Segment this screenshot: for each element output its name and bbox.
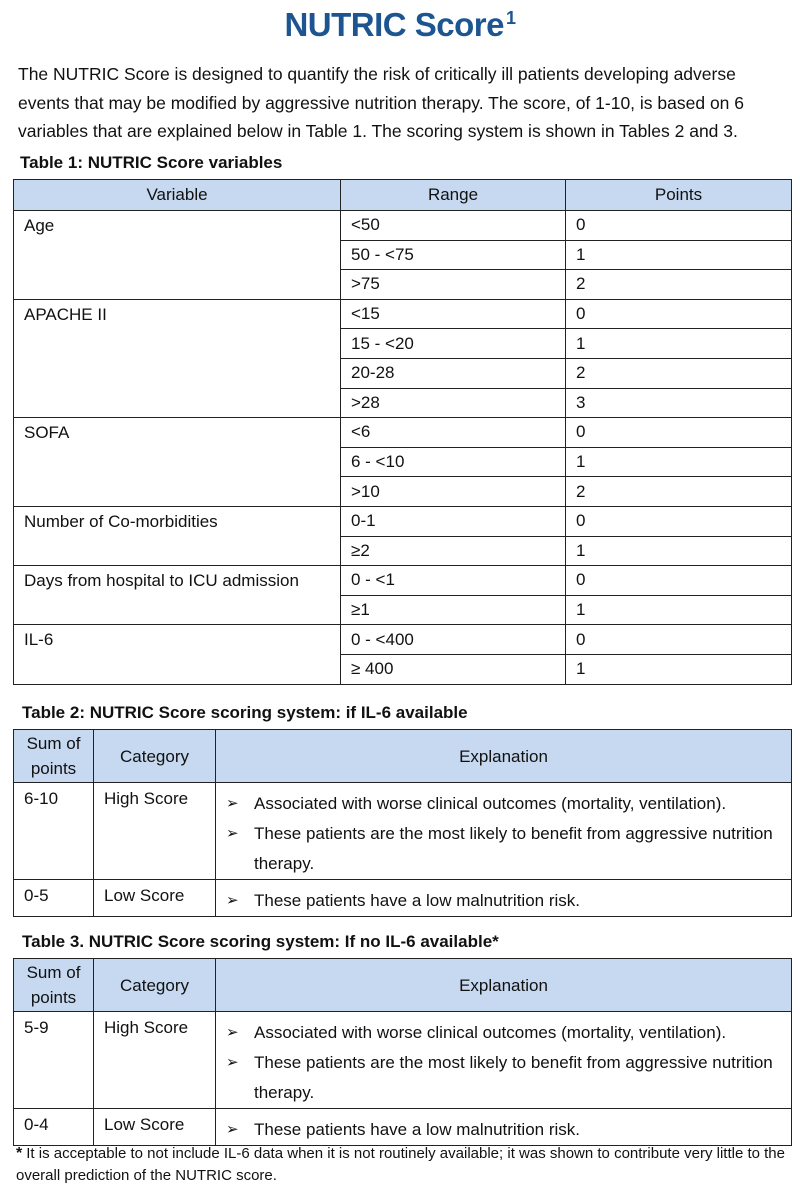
- table2-header-category: Category: [94, 730, 216, 783]
- table1-row: [14, 625, 792, 655]
- table3-header-sum: Sum of points: [14, 959, 94, 1012]
- table3-category-cell: High Score: [94, 1012, 216, 1109]
- footnote: [16, 1143, 786, 1187]
- table3-scoring-without-il6: [13, 958, 792, 1146]
- table2-explanation-cell: [216, 880, 792, 917]
- table1-points-cell: 1: [566, 329, 792, 359]
- table1-points-cell: 1: [566, 240, 792, 270]
- table3-bullet-item: [226, 1115, 781, 1145]
- arrow-bullet-icon: ➢: [226, 1121, 239, 1138]
- arrow-bullet-icon: ➢: [226, 795, 239, 812]
- arrow-bullet-icon: ➢: [226, 825, 239, 842]
- table1-points-cell: 0: [566, 506, 792, 536]
- table1-nutric-variables: [13, 179, 792, 685]
- table1-range-cell: 50 - <75: [341, 240, 566, 270]
- table1-range-cell: >10: [341, 477, 566, 507]
- table2-bullet-item: [226, 819, 781, 879]
- table1-range-cell: ≥1: [341, 595, 566, 625]
- table3-header-category: Category: [94, 959, 216, 1012]
- table2-header-row: [14, 730, 792, 783]
- table1-points-cell: 1: [566, 536, 792, 566]
- table1-points-cell: 3: [566, 388, 792, 418]
- table2-bullet-item: [226, 789, 781, 819]
- table3-sum-cell: 5-9: [14, 1012, 94, 1109]
- arrow-bullet-icon: ➢: [226, 1054, 239, 1071]
- table3-bullet-text: Associated with worse clinical outcomes (mortality, ventilation).: [254, 1023, 727, 1042]
- table2-row: [14, 880, 792, 917]
- table1-range-cell: 15 - <20: [341, 329, 566, 359]
- table1-range-cell: <6: [341, 418, 566, 448]
- table1-points-cell: 0: [566, 418, 792, 448]
- table1-row: [14, 299, 792, 329]
- table1-variable-cell: IL-6: [14, 625, 341, 684]
- table1-row: [14, 418, 792, 448]
- table2-header-explanation: Explanation: [216, 730, 792, 783]
- table1-points-cell: 2: [566, 477, 792, 507]
- table1-range-cell: >75: [341, 270, 566, 300]
- table1-caption: Table 1: NUTRIC Score variables: [20, 153, 283, 172]
- table1-range-cell: >28: [341, 388, 566, 418]
- intro-paragraph: The NUTRIC Score is designed to quantify the risk of critically ill patients developing adverse events that may be modified by aggressive nutrition therapy. The score, of 1-10, is based on 6 variables that are explained below in Table 1. The scoring system is shown in Tables 2 and 3.: [18, 64, 745, 141]
- table1-row: [14, 566, 792, 596]
- table3-explanation-cell: [216, 1109, 792, 1146]
- table1-row: [14, 506, 792, 536]
- table3-row: [14, 1012, 792, 1109]
- table1-variable-cell: SOFA: [14, 418, 341, 507]
- table2-sum-cell: 0-5: [14, 880, 94, 917]
- table1-variable-cell: Days from hospital to ICU admission: [14, 566, 341, 625]
- table1-header-range: Range: [341, 180, 566, 211]
- table1-range-cell: ≥ 400: [341, 654, 566, 684]
- table1-variable-cell: Age: [14, 211, 341, 300]
- table3-category-cell: Low Score: [94, 1109, 216, 1146]
- table1-points-cell: 0: [566, 211, 792, 241]
- arrow-bullet-icon: ➢: [226, 1024, 239, 1041]
- table1-range-cell: <15: [341, 299, 566, 329]
- table1-variable-cell: Number of Co-morbidities: [14, 506, 341, 565]
- table2-bullet-text: These patients have a low malnutrition risk.: [254, 891, 580, 910]
- table1-points-cell: 0: [566, 566, 792, 596]
- table2-caption: Table 2: NUTRIC Score scoring system: if IL-6 available: [22, 703, 468, 722]
- table2-category-cell: High Score: [94, 783, 216, 880]
- table1-points-cell: 2: [566, 358, 792, 388]
- table3-header-explanation: Explanation: [216, 959, 792, 1012]
- table2-bullet-item: [226, 886, 781, 916]
- table1-points-cell: 0: [566, 625, 792, 655]
- table3-bullet-item: [226, 1048, 781, 1108]
- table1-variable-cell: APACHE II: [14, 299, 341, 417]
- table1-range-cell: 0 - <400: [341, 625, 566, 655]
- table2-header-sum: Sum of points: [14, 730, 94, 783]
- table2-row: [14, 783, 792, 880]
- table1-points-cell: 1: [566, 447, 792, 477]
- table1-header-points: Points: [566, 180, 792, 211]
- table1-range-cell: 0-1: [341, 506, 566, 536]
- table1-points-cell: 1: [566, 595, 792, 625]
- footnote-star: *: [16, 1145, 23, 1162]
- table2-bullet-text: These patients are the most likely to benefit from aggressive nutrition therapy.: [254, 824, 773, 873]
- table1-range-cell: 20-28: [341, 358, 566, 388]
- table1-header-variable: Variable: [14, 180, 341, 211]
- table2-category-cell: Low Score: [94, 880, 216, 917]
- title-superscript: 1: [506, 8, 516, 28]
- table3-bullet-text: These patients are the most likely to benefit from aggressive nutrition therapy.: [254, 1053, 773, 1102]
- table3-row: [14, 1109, 792, 1146]
- footnote-text: It is acceptable to not include IL-6 data when it is not routinely available; it was shown to contribute very little to the overall prediction of the NUTRIC score.: [16, 1145, 785, 1184]
- page-title: NUTRIC Score $^1$: [284, 6, 516, 43]
- table3-bullet-item: [226, 1018, 781, 1048]
- table1-row: [14, 211, 792, 241]
- table1-points-cell: 0: [566, 299, 792, 329]
- table1-range-cell: ≥2: [341, 536, 566, 566]
- table1-points-cell: 1: [566, 654, 792, 684]
- arrow-bullet-icon: ➢: [226, 892, 239, 909]
- table1-range-cell: <50: [341, 211, 566, 241]
- table3-explanation-cell: [216, 1012, 792, 1109]
- table2-bullet-text: Associated with worse clinical outcomes (mortality, ventilation).: [254, 794, 727, 813]
- table1-points-cell: 2: [566, 270, 792, 300]
- table2-sum-cell: 6-10: [14, 783, 94, 880]
- table3-header-row: [14, 959, 792, 1012]
- table3-caption: Table 3. NUTRIC Score scoring system: If no IL-6 available*: [22, 932, 499, 951]
- table2-explanation-cell: [216, 783, 792, 880]
- table1-range-cell: 0 - <1: [341, 566, 566, 596]
- table1-header-row: [14, 180, 792, 211]
- table1-range-cell: 6 - <10: [341, 447, 566, 477]
- table3-bullet-text: These patients have a low malnutrition risk.: [254, 1120, 580, 1139]
- table3-sum-cell: 0-4: [14, 1109, 94, 1146]
- table2-scoring-with-il6: [13, 729, 792, 917]
